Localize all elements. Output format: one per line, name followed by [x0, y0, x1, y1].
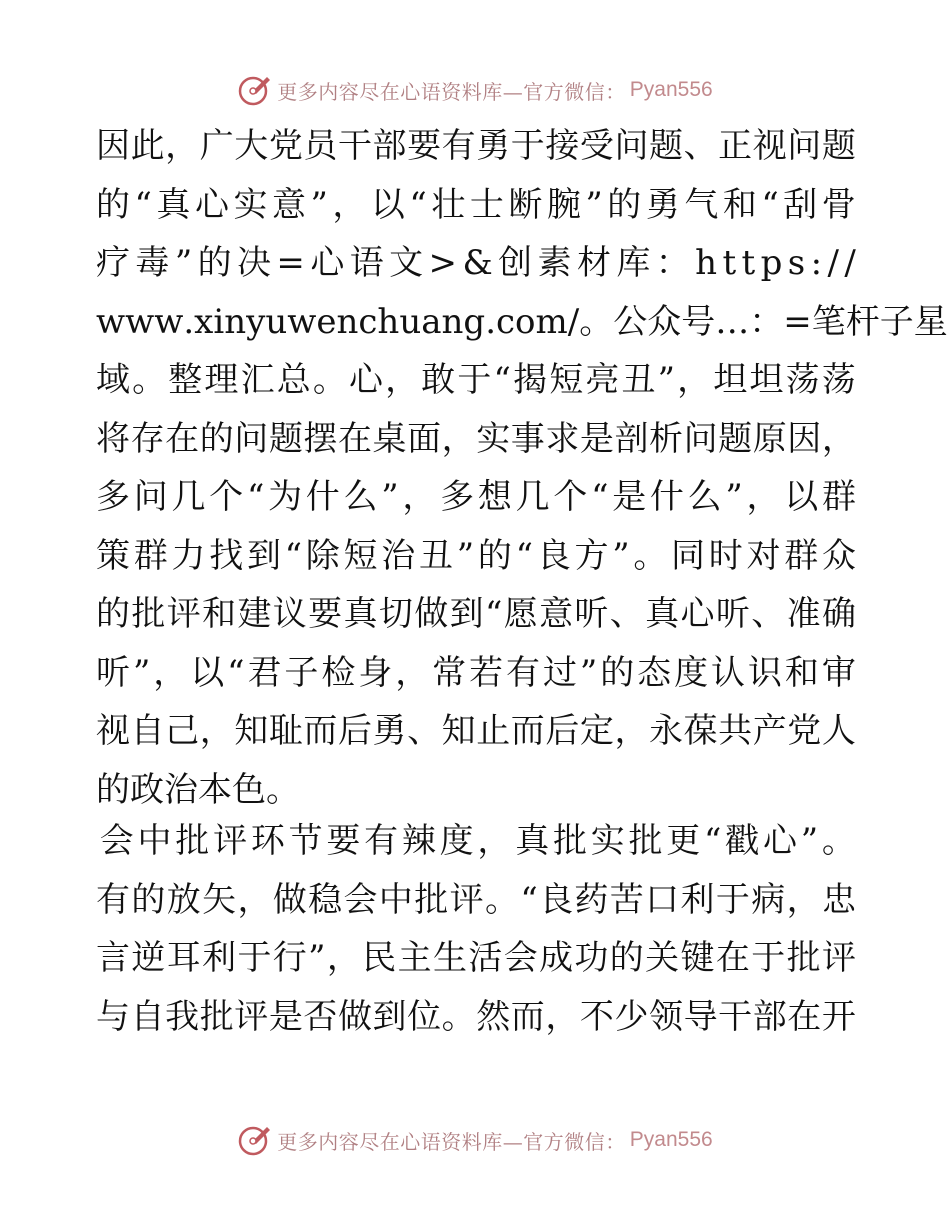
- text-line: 将 存 在 的 问 题 摆 在 桌 面 ， 实 事 求 是 剖 析 问 题 原 因 ，: [96, 418, 856, 459]
- header-banner: [0, 68, 950, 112]
- paragraph-1: [96, 117, 948, 819]
- text-line: 听 ” ， 以 “ 君 子 检 身 ， 常 若 有 过 ” 的 态 度 认 识 和 审: [96, 652, 856, 693]
- pen-nib-logo-icon: [237, 72, 273, 108]
- footer-wechat-id: Pyan556: [629, 1128, 713, 1151]
- text-line: 多 问 几 个 “ 为 什 么 ” ， 多 想 几 个 “ 是 什 么 ” ， 以 群: [96, 477, 856, 517]
- text-line: 与 自 我 批 评 是 否 做 到 位 。 然 而 ， 不 少 领 导 干 部 在 开: [96, 996, 856, 1037]
- paragraph-2: [96, 812, 856, 1046]
- header-site-text: 更多内容尽在心语资料库—官方微信：: [277, 79, 626, 104]
- text-line: 的 “ 真 心 实 意 ” ， 以 “ 壮 士 断 腕 ” 的 勇 气 和 “ 刮 骨: [96, 184, 856, 225]
- footer-banner: [0, 1118, 950, 1162]
- footer-site-text: 更多内容尽在心语资料库—官方微信：: [277, 1129, 626, 1154]
- text-line: 因 此 ， 广 大 党 员 干 部 要 有 勇 于 接 受 问 题 、 正 视 问 题: [96, 126, 856, 166]
- text-line: 域 。 整 理 汇 总 。 心 ， 敢 于 “ 揭 短 亮 丑 ” ， 坦 坦 荡 荡: [96, 360, 856, 400]
- text-line: 言 逆 耳 利 于 行 ” ， 民 主 生 活 会 成 功 的 关 键 在 于 批 评: [96, 938, 856, 978]
- text-line: 疗 毒 ” 的 决 = 心 语 文 > & 创 素 材 库 ： h t t p s : / /: [96, 243, 856, 283]
- text-line: 有 的 放 矢 ， 做 稳 会 中 批 评 。 “ 良 药 苦 口 利 于 病 ， 忠: [96, 879, 856, 920]
- pen-nib-logo-icon: [237, 1122, 273, 1158]
- text-line: 视 自 己 ， 知 耻 而 后 勇 、 知 止 而 后 定 ， 永 葆 共 产 党 人: [96, 711, 856, 751]
- text-line: 的政治本色。: [96, 769, 300, 810]
- text-line: 会 中 批 评 环 节 要 有 辣 度 ， 真 批 实 批 更 “ 戳 心 ” 。: [99, 821, 856, 861]
- text-line: w w w . x i n y u w e n c h u a n g . c o m / 。 公 众 号 … ： = 笔 杆 子 星: [96, 301, 948, 342]
- text-line: 策 群 力 找 到 “ 除 短 治 丑 ” 的 “ 良 方 ” 。 同 时 对 群 众: [96, 535, 856, 576]
- text-line: 的 批 评 和 建 议 要 真 切 做 到 “ 愿 意 听 、 真 心 听 、 准 确: [96, 594, 856, 634]
- header-wechat-id: Pyan556: [629, 78, 713, 101]
